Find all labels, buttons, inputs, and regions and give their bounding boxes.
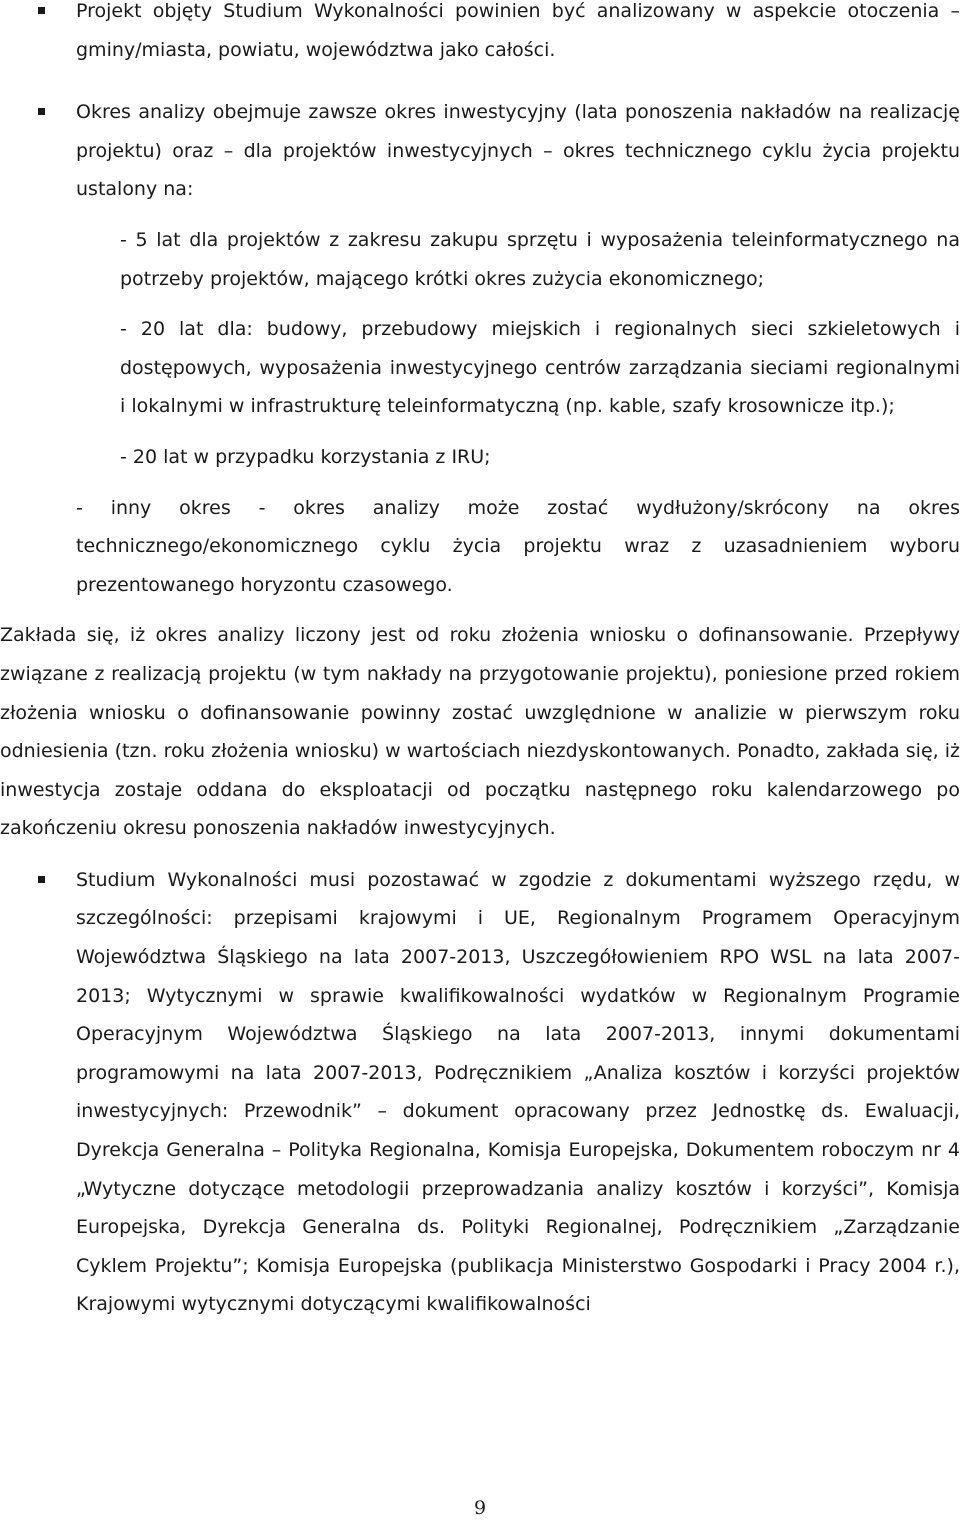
period-20-years-networks: - 20 lat dla: budowy, przebudowy miejskich i regionalnych sieci szkieletowych i dostępowych, wyposażenia inwestycyjnego centrów zarządzania sieciami regionalnymi i lokalnymi w infrastrukturę teleinformatyczną (np. kable, szafy krosownicze itp.); (120, 318, 960, 418)
analysis-start-paragraph: Zakłada się, iż okres analizy liczony jest od roku złożenia wniosku o dofinansowanie. Przepływy związane z realizacją projektu (w tym nakłady na przygotowanie projektu), poniesione przed rokiem złożenia wniosku o dofinansowanie powinny zostać uwzględnione w analizie w pierwszym roku odniesienia (tzn. roku złożenia wniosku) w wartościach niezdyskontowanych. Ponadto, zakłada się, iż inwestycja zostaje oddana do eksploatacji od początku następnego roku kalendarzowego po zakończeniu okresu ponoszenia nakładów inwestycyjnych. (0, 624, 960, 840)
bullet-item-compliance (0, 861, 960, 1324)
bullet-item-context (0, 0, 960, 69)
square-bullet-icon (38, 876, 45, 883)
period-other: - inny okres - okres analizy może zostać wydłużony/skrócony na okres technicznego/ekonomicznego cyklu życia projektu wraz z uzasadnieniem wyboru prezentowanego horyzontu czasowego. (76, 496, 960, 596)
square-bullet-icon (38, 7, 45, 14)
square-bullet-icon (38, 108, 45, 115)
bullet-text: Projekt objęty Studium Wykonalności powinien być analizowany w aspekcie otoczenia – gminy/miasta, powiatu, województwa jako całości. (76, 0, 960, 61)
page-number: 9 (473, 1497, 487, 1519)
bullet-text: Okres analizy obejmuje zawsze okres inwestycyjny (lata ponoszenia nakładów na realizację projektu) oraz – dla projektów inwestycyjnych – okres technicznego cyklu życia projektu ustalony na: (76, 101, 960, 201)
period-20-years-iru: - 20 lat w przypadku korzystania z IRU; (120, 445, 491, 468)
bullet-text: Studium Wykonalności musi pozostawać w zgodzie z dokumentami wyższego rzędu, w szczególności: przepisami krajowymi i UE, Regionalnym Programem Operacyjnym Województwa Śląskiego na lata 2007-2013, Uszczegółowieniem RPO WSL na lata 2007-2013; Wytycznymi w sprawie kwalifikowalności wydatków w Regionalnym Programie Operacyjnym Województwa Śląskiego na lata 2007-2013, innymi dokumentami programowymi na lata 2007-2013, Podręcznikiem „Analiza kosztów i korzyści projektów inwestycyjnych: Przewodnik” – dokument opracowany przez Jednostkę ds. Ewaluacji, Dyrekcja Generalna – Polityka Regionalna, Komisja Europejska, Dokumentem roboczym nr 4 „Wytyczne dotyczące metodologii przeprowadzania analizy kosztów i korzyści”, Komisja Europejska, Dyrekcja Generalna ds. Polityki Regionalnej, Podręcznikiem „Zarządzanie Cyklem Projektu”; Komisja Europejska (publikacja Ministerstwo Gospodarki i Pracy 2004 r.), Krajowymi wytycznymi dotyczącymi kwalifikowalności (76, 868, 960, 1316)
period-5-years: - 5 lat dla projektów z zakresu zakupu sprzętu i wyposażenia teleinformatycznego na potrzeby projektów, mającego krótki okres zużycia ekonomicznego; (120, 228, 960, 290)
bullet-item-analysis-period (0, 93, 960, 209)
